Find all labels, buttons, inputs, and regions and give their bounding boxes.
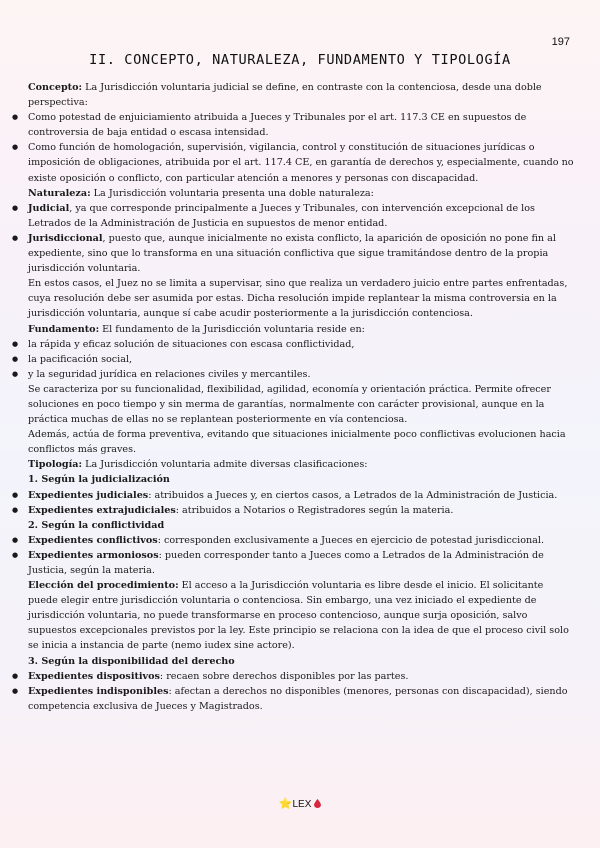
item-term: Expedientes indisponibles xyxy=(28,685,169,697)
list-item xyxy=(28,548,576,578)
list-item xyxy=(28,503,576,518)
page-number: 197 xyxy=(551,36,570,48)
page-title: II. CONCEPTO, NATURALEZA, FUNDAMENTO Y TIPOLOGÍA xyxy=(89,52,511,68)
naturaleza-label: Naturaleza: xyxy=(28,187,91,199)
fundamento-intro: El fundamento de la Jurisdicción voluntaria reside en: xyxy=(99,323,365,335)
item-term: Expedientes armoniosos xyxy=(28,549,159,561)
list-item: ● Como potestad de enjuiciamiento atribuida a Jueces y Tribunales por el art. 117.3 CE en supuestos de controversia de baja entidad o escasa intensidad. xyxy=(28,110,576,140)
section-heading: 3. Según la disponibilidad del derecho xyxy=(28,655,235,667)
tipologia-paragraph xyxy=(28,457,576,472)
item-text: : corresponden exclusivamente a Jueces en ejercicio de potestad jurisdiccional. xyxy=(157,534,544,546)
list-item xyxy=(28,533,576,548)
item-term: Expedientes conflictivos xyxy=(28,534,158,546)
list-item xyxy=(28,669,576,684)
concepto-list xyxy=(28,110,576,185)
item-term: Expedientes extrajudiciales xyxy=(28,504,176,516)
concepto-label: Concepto: xyxy=(28,82,83,93)
tipologia-label: Tipología: xyxy=(28,459,83,471)
footer-logo xyxy=(0,797,600,810)
section-heading: 1. Según la judicialización xyxy=(28,474,170,486)
fundamento-list xyxy=(28,337,576,382)
item-term: Judicial xyxy=(28,202,70,214)
list-item xyxy=(28,488,576,503)
list-item xyxy=(28,684,576,714)
concepto-paragraph xyxy=(28,80,576,110)
item-text: : afectan a derechos no disponibles (menores, personas con discapacidad), siendo competencia exclusiva de Jueces y Magistrados. xyxy=(28,685,568,712)
item-text: : pueden corresponder tanto a Jueces como a Letrados de la Administración de Justicia, según la materia. xyxy=(28,549,544,576)
fundamento-paragraph xyxy=(28,322,576,337)
naturaleza-after: En estos casos, el Juez no se limita a supervisar, sino que realiza un verdadero juicio entre partes enfrentadas, cuya resolución debe ser asumida por estas. Dicha resolución impide replantear la misma controversia en la jurisdicción voluntaria, aunque sí cabe acudir posteriormente a la jurisdicción contenciosa. xyxy=(28,278,568,320)
eleccion-label: Elección del procedimiento: xyxy=(28,580,179,592)
eleccion-text: El acceso a la Jurisdicción voluntaria es libre desde el inicio. El solicitante puede elegir entre jurisdicción voluntaria o contenciosa. Sin embargo, una vez iniciado el expediente de jurisdicción voluntaria, no puede transformarse en proceso contencioso, aunque surja oposición, salvo supuestos excepcionales previstos por la ley. Este principio se relaciona con la idea de que el proceso civil solo se inicia a instancia de parte (nemo iudex sine actore). xyxy=(28,580,569,652)
tipologia-intro: La Jurisdicción voluntaria admite diversas clasificaciones: xyxy=(82,459,368,471)
item-text: : recaen sobre derechos disponibles por las partes. xyxy=(159,670,409,682)
footer-text: LEX xyxy=(292,799,312,810)
naturaleza-list xyxy=(28,201,576,276)
star-icon: ⭐ xyxy=(278,798,293,810)
list-item xyxy=(28,201,576,231)
item-text: , ya que corresponde principalmente a Jueces y Tribunales, con intervención excepcional de los Letrados de la Administración de Justicia en supuestos de menor entidad. xyxy=(28,202,535,229)
document-body xyxy=(28,80,576,714)
concepto-intro: La Jurisdicción voluntaria judicial se define, en contraste con la contenciosa, desde una doble perspectiva: xyxy=(28,82,542,109)
drop-icon xyxy=(314,799,321,808)
disponibilidad-list xyxy=(28,669,576,714)
conflictividad-list xyxy=(28,533,576,578)
item-text: : atribuidos a Jueces y, en ciertos casos, a Letrados de la Administración de Justicia. xyxy=(148,489,558,501)
item-term: Jurisdiccional xyxy=(28,232,103,244)
list-item: ● Como función de homologación, supervisión, vigilancia, control y constitución de situaciones jurídicas o imposición de obligaciones, atribuida por el art. 117.4 CE, en garantía de derechos y, especialmente, cuando no existe oposición o conflicto, con particular atención a menores y personas con discapacidad. xyxy=(28,140,576,185)
section-heading: 2. Según la conflictividad xyxy=(28,519,165,531)
fundamento-after-1: Se caracteriza por su funcionalidad, flexibilidad, agilidad, economía y orientación práctica. Permite ofrecer soluciones en poco tiempo y sin merma de garantías, normalmente con carácter provisional, aunque en la práctica muchas de ellas no se replantean posteriormente en vía contenciosa. xyxy=(28,383,551,426)
naturaleza-intro: La Jurisdicción voluntaria presenta una doble naturaleza: xyxy=(90,187,374,199)
item-text: : atribuidos a Notarios o Registradores según la materia. xyxy=(175,504,454,516)
eleccion-paragraph xyxy=(28,578,576,653)
naturaleza-paragraph xyxy=(28,186,576,201)
list-item xyxy=(28,231,576,276)
item-term: Expedientes dispositivos xyxy=(28,670,160,682)
fundamento-after-2: Además, actúa de forma preventiva, evitando que situaciones inicialmente poco conflictivas evolucionen hacia conflictos más graves. xyxy=(28,429,566,456)
list-item: ● la rápida y eficaz solución de situaciones con escasa conflictividad, xyxy=(28,337,576,352)
judicializacion-list xyxy=(28,488,576,518)
item-term: Expedientes judiciales xyxy=(28,489,149,501)
list-item: ● la pacificación social, xyxy=(28,352,576,367)
fundamento-label: Fundamento: xyxy=(28,323,100,335)
item-text: , puesto que, aunque inicialmente no exista conflicto, la aparición de oposición no pone fin al expediente, sino que lo transforma en una situación conflictiva que sigue tramitándose dentro de la propia jurisdicción voluntaria. xyxy=(28,232,556,275)
list-item: ● y la seguridad jurídica en relaciones civiles y mercantiles. xyxy=(28,367,576,382)
